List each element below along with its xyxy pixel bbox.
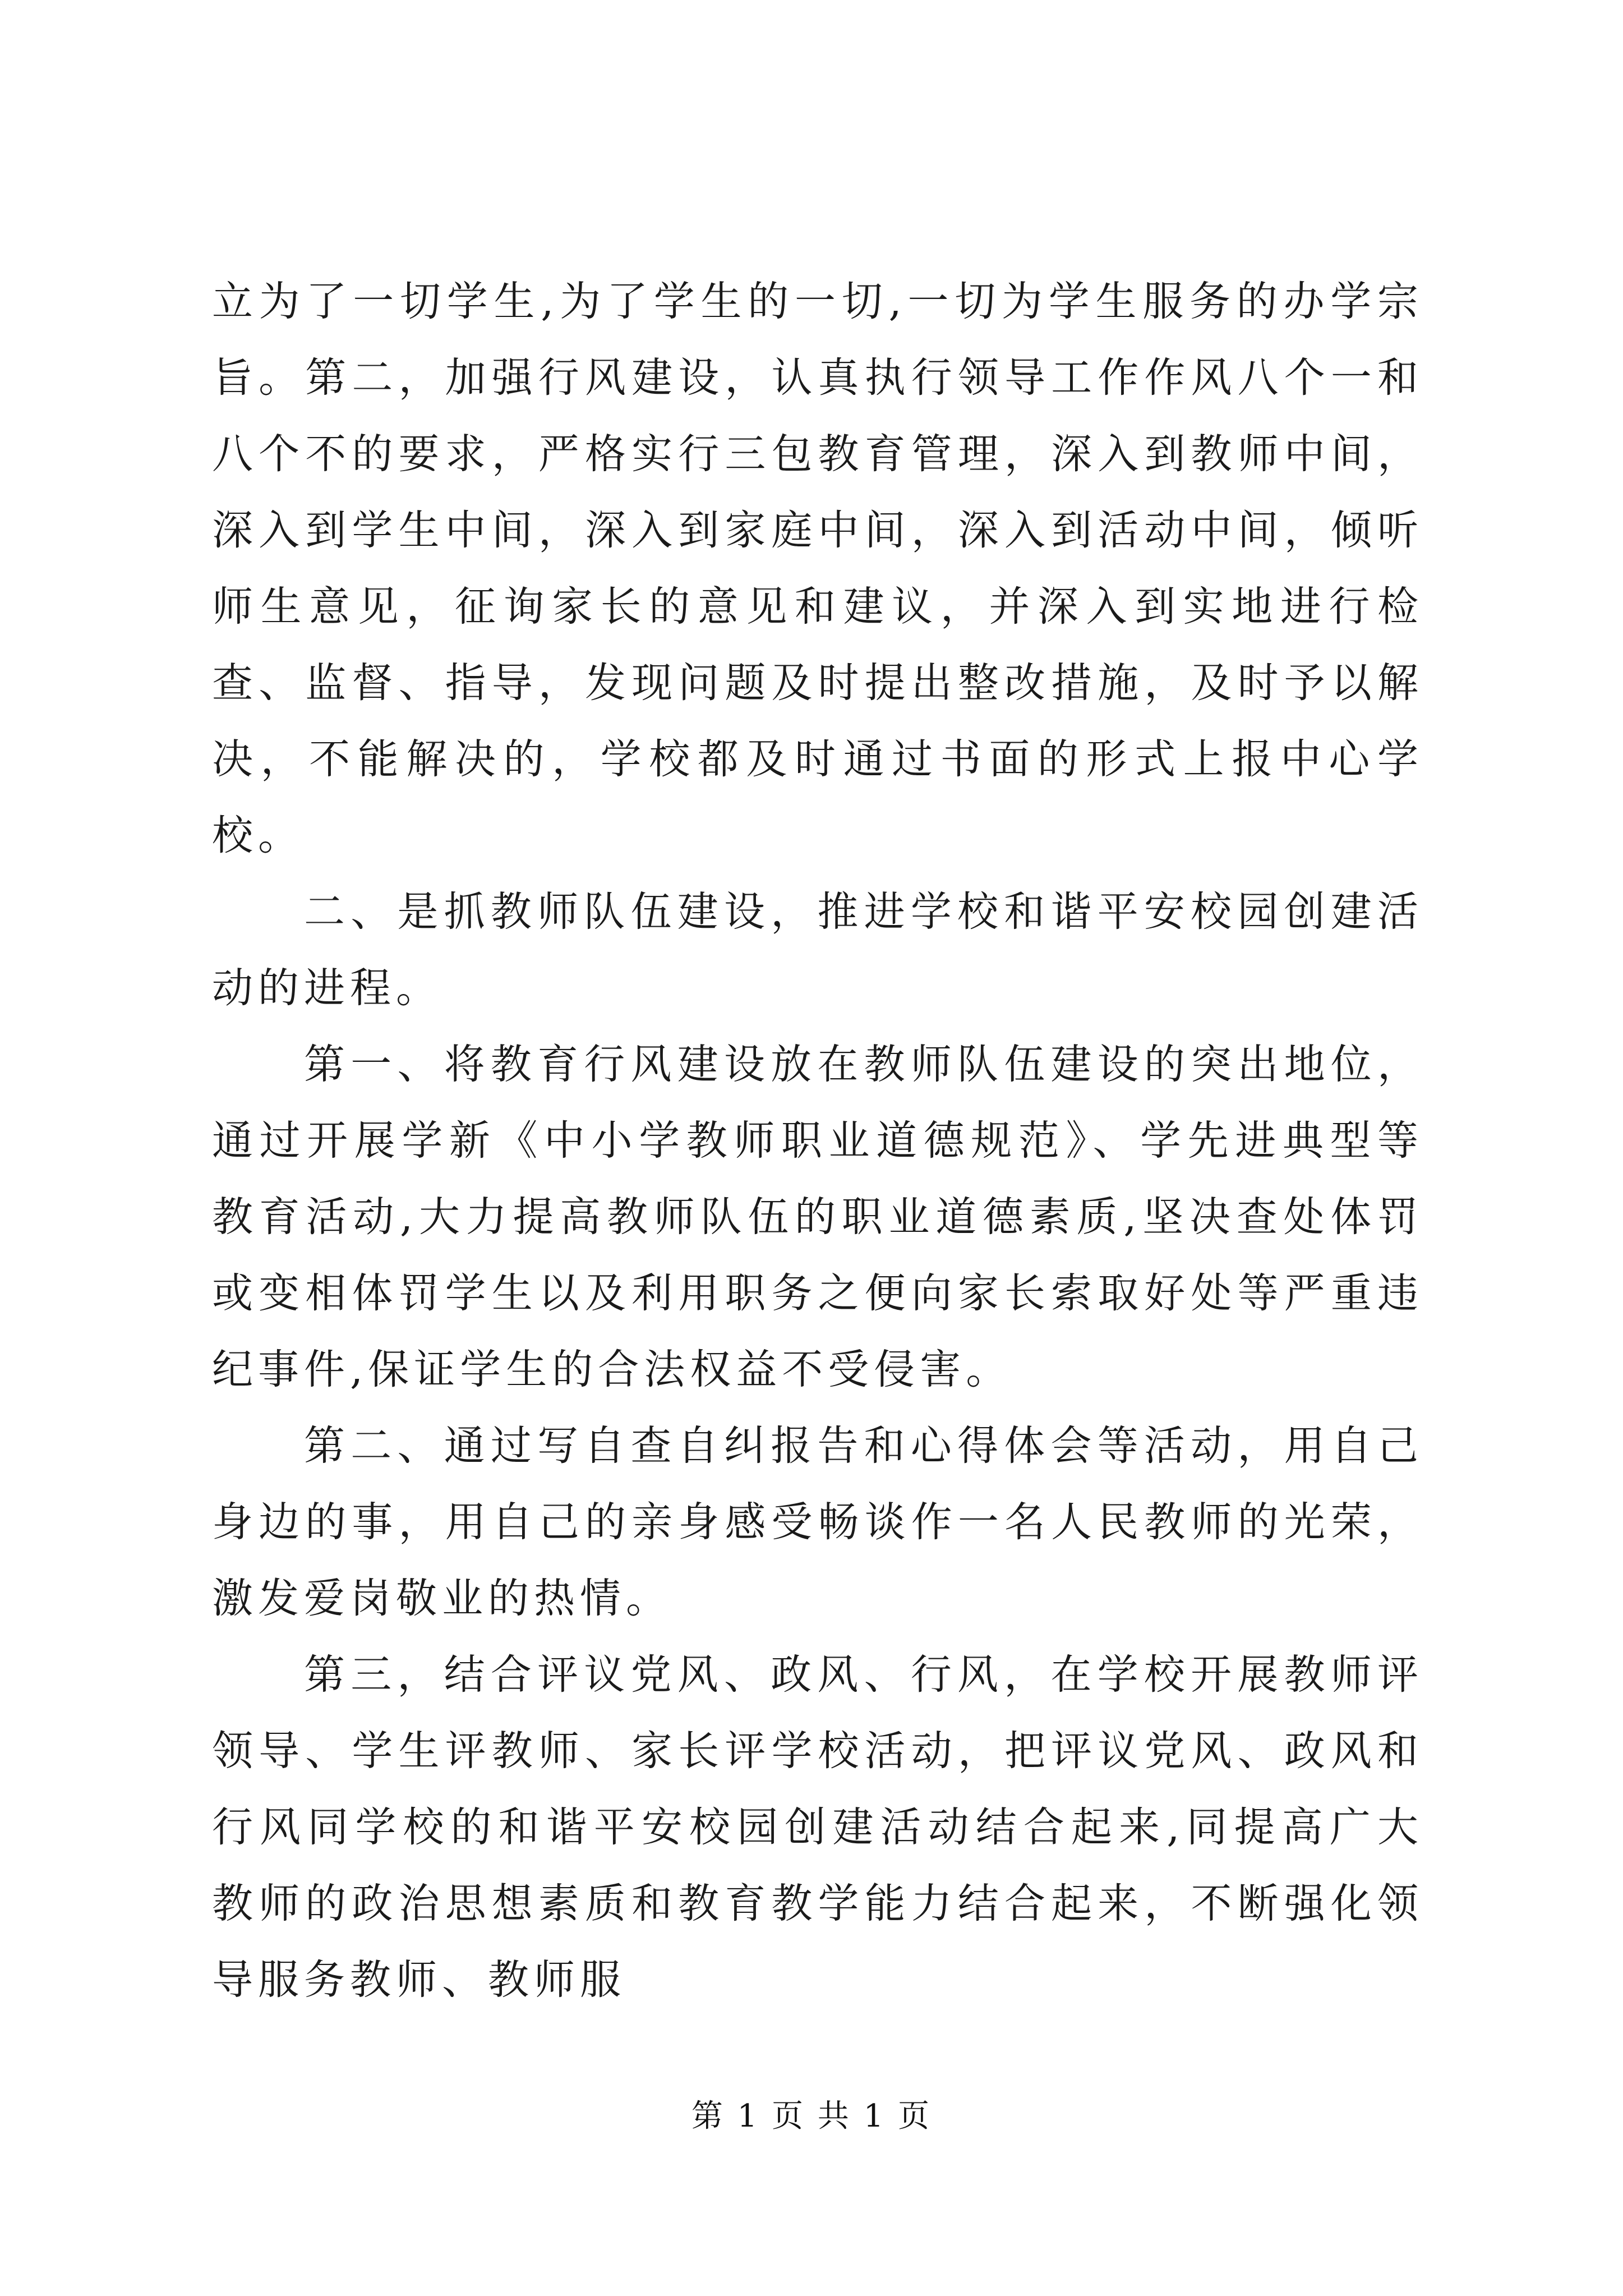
paragraph-4: 第二、通过写自查自纠报告和心得体会等活动，用自己身边的事，用自己的亲身感受畅谈作一名人民教师的光荣，激发爱岗敬业的热情。 — [212, 1422, 1423, 1622]
paragraph-5: 第三，结合评议党风、政风、行风，在学校开展教师评领导、学生评教师、家长评学校活动，把评议党风、政风和行风同学校的和谐平安校园创建活动结合起来,同提高广大教师的政治思想素质和教育教学能力结合起来，不断强化领导服务教师、教师服 — [212, 1651, 1423, 2004]
page-footer: 第 1 页 共 1 页 — [691, 2098, 932, 2134]
paragraph-3: 第一、将教育行风建设放在教师队伍建设的突出地位，通过开展学新《中小学教师职业道德规范》、学先进典型等教育活动,大力提高教师队伍的职业道德素质,坚决查处体罚或变相体罚学生以及利用职务之便向家长索取好处等严重违纪事件,保证学生的合法权益不受侵害。 — [212, 1041, 1423, 1393]
paragraph-1: 立为了一切学生,为了学生的一切,一切为学生服务的办学宗旨。第二，加强行风建设，认真执行领导工作作风八个一和八个不的要求，严格实行三包教育管理，深入到教师中间，深入到学生中间，深入到家庭中间，深入到活动中间，倾听师生意见，征询家长的意见和建议，并深入到实地进行检查、监督、指导，发现问题及时提出整改措施，及时予以解决，不能解决的，学校都及时通过书面的形式上报中心学校。 — [212, 278, 1423, 859]
paragraph-2: 二、是抓教师队伍建设，推进学校和谐平安校园创建活动的进程。 — [212, 888, 1423, 1012]
document-body — [212, 264, 1423, 2018]
